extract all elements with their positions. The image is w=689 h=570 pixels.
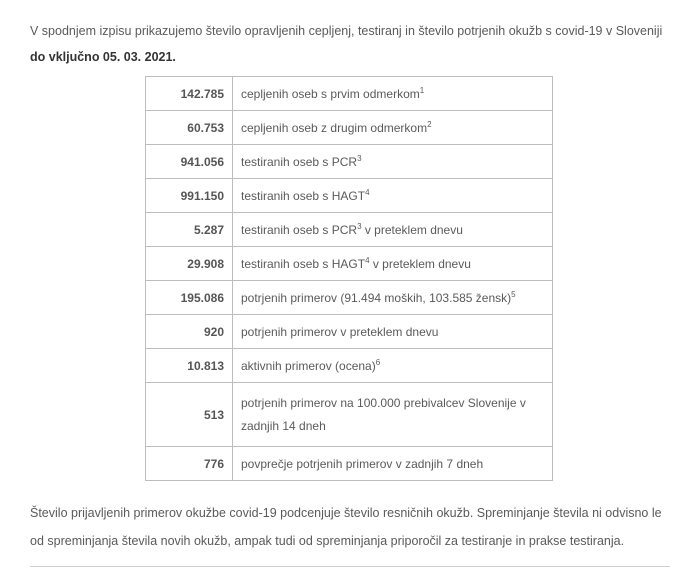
table-row (146, 447, 553, 481)
row-label-text: aktivnih primerov (ocena) (241, 358, 376, 373)
row-label-text: potrjenih primerov na 100.000 prebivalcev Slovenije v zadnjih 14 dneh (241, 395, 526, 433)
row-label-after: v preteklem dnevu (361, 222, 463, 237)
row-value: 776 (146, 447, 233, 481)
row-value: 941.056 (146, 145, 233, 179)
row-label-text: cepljenih oseb s prvim odmerkom (241, 86, 420, 101)
row-label (233, 179, 553, 213)
row-label (233, 247, 553, 281)
table-row (146, 315, 553, 349)
row-label (233, 281, 553, 315)
footnote-ref[interactable]: 5 (511, 289, 516, 299)
intro-paragraph (30, 18, 675, 70)
row-label-after: v preteklem dnevu (369, 256, 471, 271)
footnote-ref[interactable]: 6 (375, 357, 381, 367)
intro-date: do vključno 05. 03. 2021. (30, 50, 176, 64)
row-label-text: testiranih oseb s PCR (241, 222, 358, 237)
row-label-text: povprečje potrjenih primerov v zadnjih 7 dneh (241, 456, 484, 471)
row-value: 142.785 (146, 77, 233, 111)
footnote-ref[interactable]: 4 (365, 255, 370, 265)
row-label-text: cepljenih oseb z drugim odmerkom (241, 120, 428, 135)
outro-paragraph: Število prijavljenih primerov okužbe covid-19 podcenjuje število resničnih okužb. Spreminjanje števila ni odvisno le od spreminjanja števila novih okužb, ampak tudi od spreminjanja priporočil za testiranje in prakse testiranja. (30, 506, 662, 548)
row-value: 513 (146, 383, 233, 447)
row-label-text: testiranih oseb s PCR (241, 154, 358, 169)
footnote-ref[interactable]: 1 (419, 85, 425, 95)
table-row (146, 281, 553, 315)
table-row (146, 145, 553, 179)
footnote-ref[interactable]: 3 (357, 221, 362, 231)
row-label (233, 349, 553, 383)
statistics-table (145, 76, 553, 481)
footnote-ref[interactable]: 3 (357, 153, 362, 163)
row-value: 10.813 (146, 349, 233, 383)
row-label-text: potrjenih primerov v preteklem dnevu (241, 324, 439, 339)
row-value: 195.086 (146, 281, 233, 315)
row-label (233, 77, 553, 111)
table-row (146, 179, 553, 213)
row-value: 60.753 (146, 111, 233, 145)
table-row (146, 247, 553, 281)
row-label (233, 447, 553, 481)
table-row (146, 77, 553, 111)
intro-text: V spodnjem izpisu prikazujemo število opravljenih cepljenj, testiranj in število potrjenih okužb s covid-19 v Sloveniji (30, 24, 663, 38)
row-label (233, 383, 553, 447)
row-value: 29.908 (146, 247, 233, 281)
footnote-ref[interactable]: 4 (365, 187, 370, 197)
footnote-ref[interactable]: 2 (427, 119, 432, 129)
table-row (146, 349, 553, 383)
row-label (233, 111, 553, 145)
row-label (233, 315, 553, 349)
section-divider (30, 566, 670, 567)
row-value: 991.150 (146, 179, 233, 213)
row-label (233, 145, 553, 179)
row-label-text: potrjenih primerov (91.494 moških, 103.585 žensk) (241, 290, 512, 305)
row-value: 920 (146, 315, 233, 349)
row-value: 5.287 (146, 213, 233, 247)
row-label-text: testiranih oseb s HAGT (241, 188, 366, 203)
table-row (146, 213, 553, 247)
row-label-text: testiranih oseb s HAGT (241, 256, 366, 271)
table-row (146, 111, 553, 145)
table-row (146, 383, 553, 447)
row-label (233, 213, 553, 247)
